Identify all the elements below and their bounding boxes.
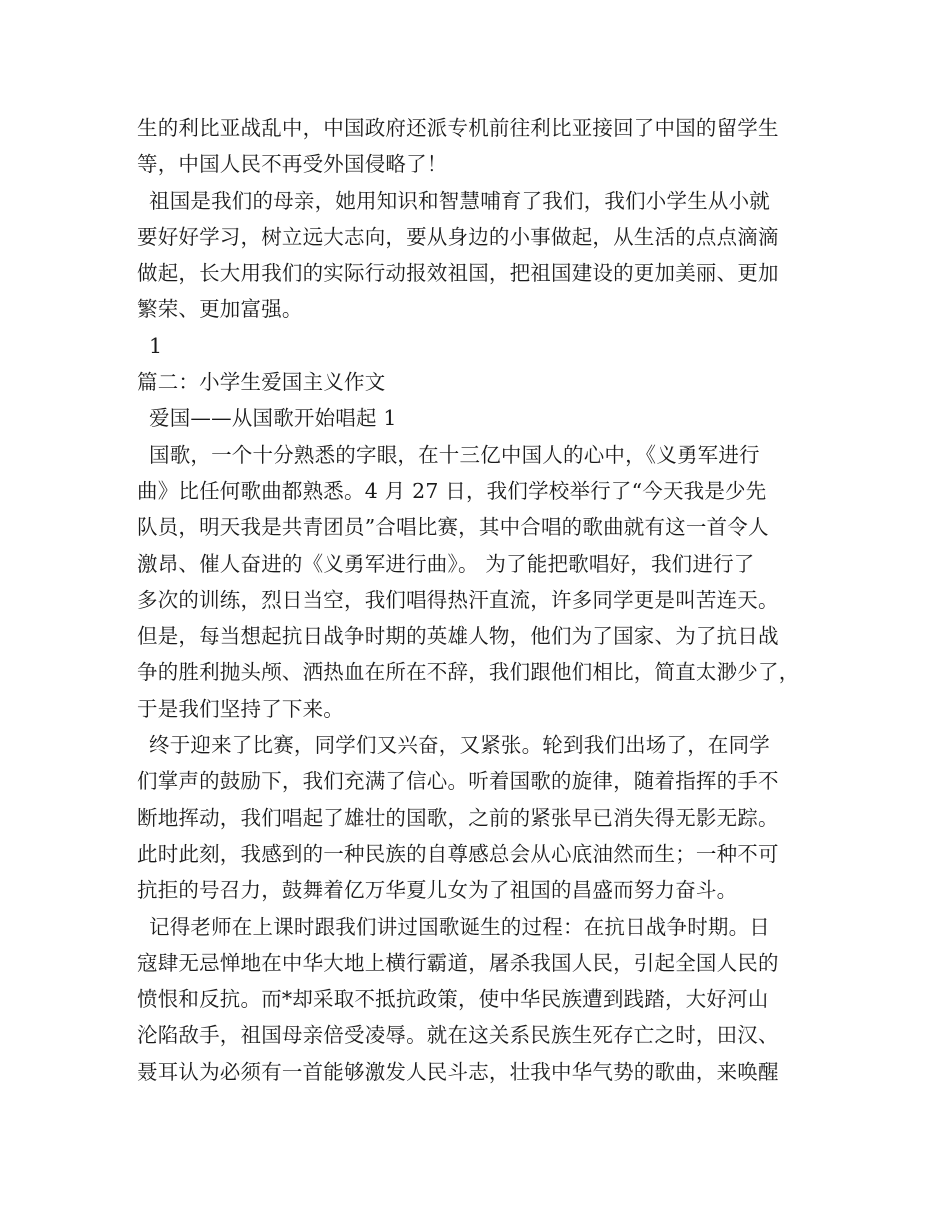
text-line: 国歌，一个十分熟悉的字眼，在十三亿中国人的心中，《义勇军进行 bbox=[149, 442, 760, 467]
text-line: 此时此刻，我感到的一种民族的自尊感总会从心底油然而生；一种不可 bbox=[137, 841, 779, 866]
text-line: 生的利比亚战乱中，中国政府还派专机前往利比亚接回了中国的留学生 bbox=[137, 116, 779, 140]
text-line: 等，中国人民不再受外国侵略了！ bbox=[137, 152, 448, 177]
text-line: 篇二：小学生爱国主义作文 bbox=[137, 370, 386, 395]
text-line: 队员，明天我是共青团员”合唱比赛，其中合唱的歌曲就有这一首令人 bbox=[137, 515, 769, 540]
text-line: 聂耳认为必须有一首能够激发人民斗志，壮我中华气势的歌曲，来唤醒 bbox=[137, 1059, 779, 1084]
text-line: 祖国是我们的母亲，她用知识和智慧哺育了我们，我们小学生从小就 bbox=[149, 188, 770, 213]
text-line: 多次的训练，烈日当空，我们唱得热汗直流，许多同学更是叫苦连天。 bbox=[137, 587, 779, 612]
text-line: 沦陷敌手，祖国母亲倍受凌辱。就在这关系民族生死存亡之时，田汉、 bbox=[137, 1023, 779, 1048]
text-line: 爱国——从国歌开始唱起 1 bbox=[149, 406, 397, 431]
text-line: 但是，每当想起抗日战争时期的英雄人物，他们为了国家、为了抗日战 bbox=[137, 624, 779, 649]
text-line: 寇肆无忌惮地在中华大地上横行霸道，屠杀我国人民，引起全国人民的 bbox=[137, 950, 779, 975]
text-line: 终于迎来了比赛，同学们又兴奋，又紧张。轮到我们出场了，在同学 bbox=[149, 733, 770, 758]
text-line: 于是我们坚持了下来。 bbox=[137, 696, 344, 721]
text-line: 1 bbox=[149, 333, 163, 358]
text-line: 要好好学习，树立远大志向，要从身边的小事做起，从生活的点点滴滴 bbox=[137, 224, 779, 249]
text-line: 愤恨和反抗。而*却采取不抵抗政策，使中华民族遭到践踏，大好河山 bbox=[137, 987, 769, 1012]
text-line: 曲》比任何歌曲都熟悉。4 月 27 日，我们学校举行了“今天我是少先 bbox=[137, 478, 767, 503]
document-body-text bbox=[137, 110, 827, 1090]
text-line: 繁荣、更加富强。 bbox=[137, 297, 303, 322]
text-line: 断地挥动，我们唱起了雄壮的国歌，之前的紧张早已消失得无影无踪。 bbox=[137, 805, 779, 830]
text-line: 激昂、催人奋进的《义勇军进行曲》。 为了能把歌唱好，我们进行了 bbox=[137, 551, 755, 576]
text-line: 们掌声的鼓励下，我们充满了信心。听着国歌的旋律，随着指挥的手不 bbox=[137, 769, 779, 794]
text-line: 争的胜利抛头颅、洒热血在所在不辞，我们跟他们相比，简直太渺少了， bbox=[137, 660, 800, 685]
text-line: 抗拒的号召力，鼓舞着亿万华夏儿女为了祖国的昌盛而努力奋斗。 bbox=[137, 878, 738, 903]
text-line: 记得老师在上课时跟我们讲过国歌诞生的过程：在抗日战争时期。日 bbox=[149, 914, 770, 939]
text-line: 做起，长大用我们的实际行动报效祖国，把祖国建设的更加美丽、更加 bbox=[137, 261, 779, 286]
